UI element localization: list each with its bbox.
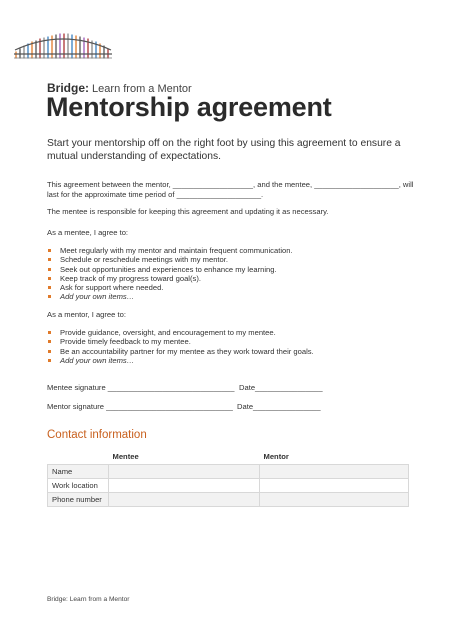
mentor-cell[interactable] <box>260 464 409 478</box>
mentor-cell[interactable] <box>260 478 409 492</box>
mentor-signature-line: Mentor signature ______________________________ <box>47 402 233 411</box>
list-item: Provide guidance, oversight, and encouragement to my mentee. <box>47 328 427 337</box>
list-item: Add your own items… <box>47 356 427 365</box>
mentee-cell[interactable] <box>109 464 260 478</box>
column-header <box>48 450 109 464</box>
row-label: Phone number <box>48 492 109 506</box>
mentor-cell[interactable] <box>260 492 409 506</box>
contact-heading: Contact information <box>47 429 147 441</box>
responsibility-line: The mentee is responsible for keeping this agreement and updating it as necessary. <box>47 207 329 216</box>
list-item: Keep track of my progress toward goal(s). <box>47 274 427 283</box>
mentee-signature-row <box>47 383 323 392</box>
mentee-signature-line: Mentee signature ______________________________ <box>47 383 235 392</box>
column-header: Mentee <box>112 452 139 462</box>
mentor-signature-row <box>47 402 321 411</box>
list-item: Add your own items… <box>47 292 427 301</box>
mentor-list <box>47 328 427 365</box>
list-item: Provide timely feedback to my mentee. <box>47 337 427 346</box>
table-header-row <box>48 450 409 464</box>
bridge-logo <box>14 32 112 62</box>
page-title: Mentorship agreement <box>46 92 332 122</box>
row-label: Name <box>48 464 109 478</box>
brand-name: Bridge: <box>47 81 89 95</box>
page-footer: Bridge: Learn from a Mentor <box>47 596 130 603</box>
list-item: Meet regularly with my mentor and maintain frequent communication. <box>47 246 427 255</box>
mentee-section-lead: As a mentee, I agree to: <box>47 228 129 237</box>
intro-text: Start your mentorship off on the right foot by using this agreement to ensure a mutual understanding of expectations. <box>47 138 401 162</box>
contact-table <box>47 450 409 507</box>
list-item: Schedule or reschedule meetings with my mentor. <box>47 255 427 264</box>
mentor-date-line: Date________________ <box>237 402 321 411</box>
list-item: Be an accountability partner for my mentee as they work toward their goals. <box>47 347 427 356</box>
mentee-date-line: Date________________ <box>239 383 323 392</box>
agreement-line: This agreement between the mentor, ___________________, and the mentee, ____________________, will last for the approximate time period of ____________________. <box>47 180 414 199</box>
list-item: Seek out opportunities and experiences to enhance my learning. <box>47 265 427 274</box>
header-subtitle: Learn from a Mentor <box>89 83 192 95</box>
mentee-list <box>47 246 427 302</box>
list-item: Ask for support where needed. <box>47 283 427 292</box>
mentee-cell[interactable] <box>109 478 260 492</box>
mentor-section-lead: As a mentor, I agree to: <box>47 310 126 319</box>
table-row <box>48 478 409 492</box>
table-row <box>48 492 409 506</box>
mentee-cell[interactable] <box>109 492 260 506</box>
table-row <box>48 464 409 478</box>
column-header: Mentor <box>263 452 289 462</box>
row-label: Work location <box>48 478 109 492</box>
